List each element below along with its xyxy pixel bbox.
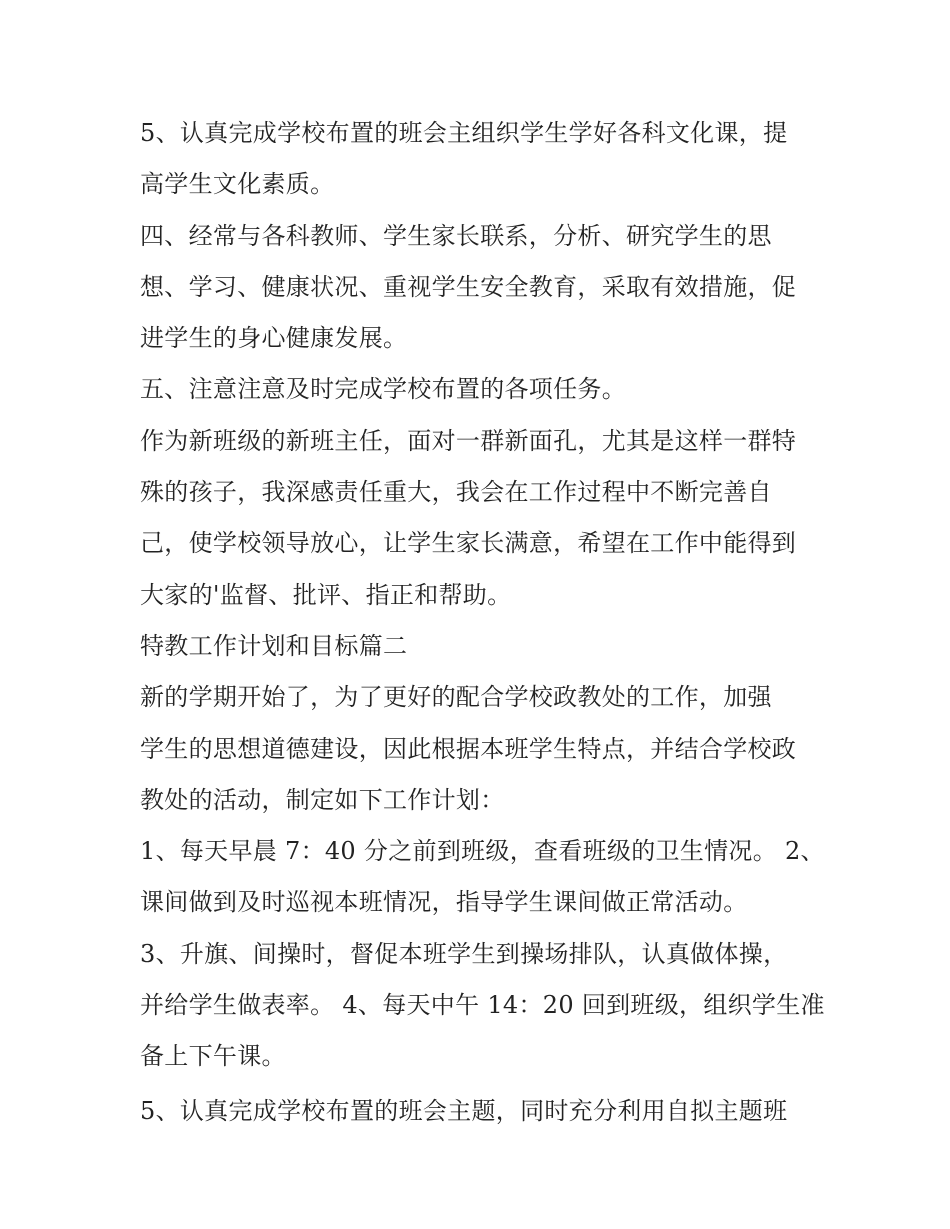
text-line: 教处的活动，制定如下工作计划：: [140, 785, 505, 814]
text-line: 3、升旗、间操时，督促本班学生到操场排队，认真做体操，: [140, 939, 788, 968]
text-line: 并给学生做表率。 4、每天中午 14：20 回到班级，组织学生准: [140, 991, 825, 1020]
text-line: 新的学期开始了，为了更好的配合学校政教处的工作，加强: [140, 683, 772, 712]
text-line: 殊的孩子，我深感责任重大，我会在工作过程中不断完善自: [140, 478, 772, 507]
text-line: 大家的'监督、批评、指正和帮助。: [140, 580, 512, 609]
text-line: 想、学习、健康状况、重视学生安全教育，采取有效措施，促: [140, 272, 797, 301]
text-line: 高学生文化素质。: [140, 170, 335, 199]
text-line: 5、认真完成学校布置的班会主题，同时充分利用自拟主题班: [140, 1096, 788, 1125]
text-line: 5、认真完成学校布置的班会主组织学生学好各科文化课，提: [140, 119, 788, 147]
text-line: 五、注意注意及时完成学校布置的各项任务。: [140, 375, 626, 404]
text-line: 四、经常与各科教师、学生家长联系，分析、研究学生的思: [140, 221, 772, 250]
text-line: 进学生的身心健康发展。: [140, 324, 408, 353]
text-line: 1、每天早晨 7：40 分之前到班级，查看班级的卫生情况。 2、: [140, 837, 825, 866]
text-line: 课间做到及时巡视本班情况，指导学生课间做正常活动。: [140, 888, 748, 917]
text-line: 己，使学校领导放心，让学生家长满意，希望在工作中能得到: [140, 529, 797, 558]
text-line: 备上下午课。: [140, 1042, 286, 1071]
section-heading: 特教工作计划和目标篇二: [140, 631, 408, 660]
text-line: 学生的思想道德建设，因此根据本班学生特点，并结合学校政: [140, 734, 797, 763]
document-body: [140, 108, 825, 1137]
text-line: 作为新班级的新班主任，面对一群新面孔，尤其是这样一群特: [140, 426, 797, 455]
